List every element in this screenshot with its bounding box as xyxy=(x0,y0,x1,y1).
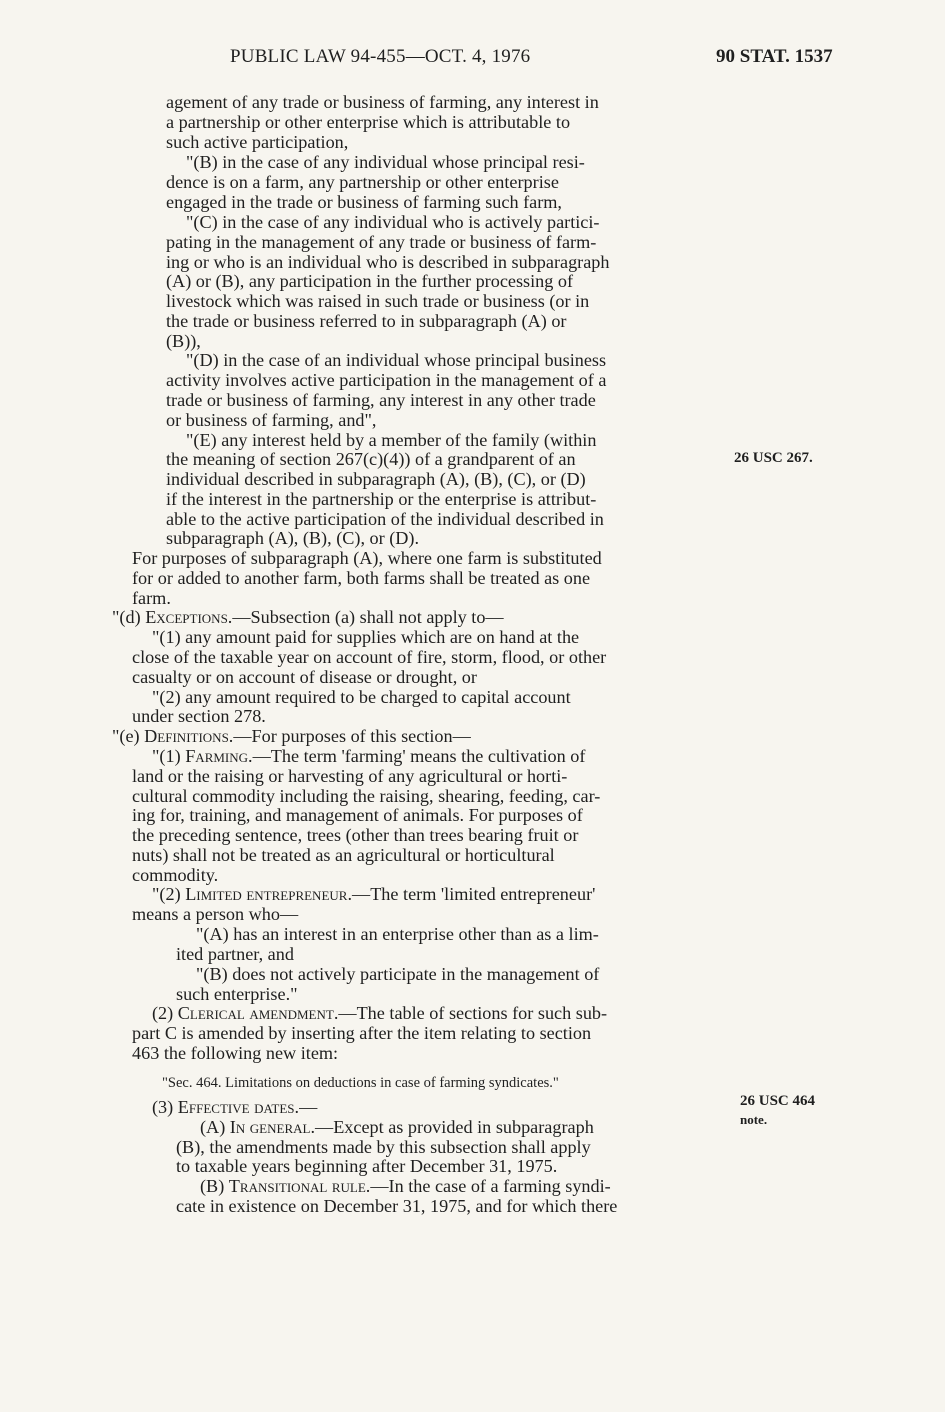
text-line: (B), the amendments made by this subsection shall apply xyxy=(176,1137,591,1157)
text-line: "(C) in the case of any individual who is actively partici- xyxy=(186,212,600,232)
text-line: "(D) in the case of an individual whose principal business xyxy=(186,350,607,370)
text-line xyxy=(152,1097,317,1117)
text-line: farm. xyxy=(132,588,171,608)
table-of-sections-item: "Sec. 464. Limitations on deductions in case of farming syndicates." xyxy=(162,1075,559,1091)
text-line xyxy=(152,884,595,904)
text-line: to taxable years beginning after December 31, 1975. xyxy=(176,1156,558,1176)
text-line: subparagraph (A), (B), (C), or (D). xyxy=(166,528,420,548)
text-line: land or the raising or harvesting of any agricultural or horti- xyxy=(132,766,568,786)
margin-note-usc-267: 26 USC 267. xyxy=(734,450,813,466)
section-heading: Transitional rule. xyxy=(228,1176,371,1196)
text-line: a partnership or other enterprise which is attributable to xyxy=(166,112,571,132)
text-fragment: —For purposes of this section— xyxy=(233,726,471,746)
text-fragment: "(d) xyxy=(112,607,146,627)
text-line: the trade or business referred to in subparagraph (A) or xyxy=(166,311,567,331)
text-fragment: "(e) xyxy=(112,726,145,746)
text-line: dence is on a farm, any partnership or other enterprise xyxy=(166,172,559,192)
text-fragment: —The table of sections for such sub- xyxy=(338,1003,608,1023)
section-heading: Exceptions. xyxy=(145,607,233,627)
text-line: if the interest in the partnership or the enterprise is attribut- xyxy=(166,489,597,509)
text-line: For purposes of subparagraph (A), where one farm is substituted xyxy=(132,548,602,568)
text-line: "(E) any interest held by a member of the family (within xyxy=(186,430,597,450)
text-line: trade or business of farming, any interest in any other trade xyxy=(166,390,596,410)
text-line: part C is amended by inserting after the item relating to section xyxy=(132,1023,592,1043)
section-heading: Farming. xyxy=(185,746,253,766)
text-line: individual described in subparagraph (A), (B), (C), or (D) xyxy=(166,469,586,489)
section-heading: Effective dates. xyxy=(177,1097,300,1117)
text-line: means a person who— xyxy=(132,904,299,924)
text-line: "(B) in the case of any individual whose principal resi- xyxy=(186,152,585,172)
text-fragment: (2) xyxy=(152,1003,178,1023)
text-line: under section 278. xyxy=(132,706,266,726)
text-fragment: —The term 'limited entrepreneur' xyxy=(352,884,596,904)
text-line: 463 the following new item: xyxy=(132,1043,339,1063)
text-line: close of the taxable year on account of fire, storm, flood, or other xyxy=(132,647,607,667)
text-fragment: (A) xyxy=(200,1117,230,1137)
text-line: ing or who is an individual who is described in subparagraph xyxy=(166,252,610,272)
margin-note-usc-464-note: note. xyxy=(740,1112,768,1127)
text-line xyxy=(152,1003,607,1023)
text-line: cate in existence on December 31, 1975, and for which there xyxy=(176,1196,618,1216)
text-line xyxy=(200,1176,611,1196)
text-line: "(2) any amount required to be charged to capital account xyxy=(152,687,571,707)
text-line: for or added to another farm, both farms shall be treated as one xyxy=(132,568,591,588)
text-line: casualty or on account of disease or drought, or xyxy=(132,667,477,687)
section-heading: Clerical amendment. xyxy=(177,1003,339,1023)
text-line: nuts) shall not be treated as an agricultural or horticultural xyxy=(132,845,555,865)
text-fragment: —Subsection (a) shall not apply to— xyxy=(232,607,504,627)
text-fragment: (3) xyxy=(152,1097,178,1117)
page-header-title: PUBLIC LAW 94-455—OCT. 4, 1976 xyxy=(230,46,531,67)
section-heading: Definitions. xyxy=(144,726,234,746)
section-heading: Limited entrepreneur. xyxy=(185,884,352,904)
text-line: able to the active participation of the individual described in xyxy=(166,509,604,529)
text-line: or business of farming, and", xyxy=(166,410,377,430)
text-fragment: — xyxy=(299,1097,318,1117)
text-fragment: (B) xyxy=(200,1176,229,1196)
text-line xyxy=(200,1117,594,1137)
text-line: (B)), xyxy=(166,331,201,351)
text-line xyxy=(112,726,471,746)
text-fragment: "(1) xyxy=(152,746,186,766)
text-line xyxy=(152,746,585,766)
text-fragment: —The term 'farming' means the cultivation of xyxy=(252,746,586,766)
text-line: such enterprise." xyxy=(176,984,298,1004)
text-line: the meaning of section 267(c)(4)) of a grandparent of an xyxy=(166,449,576,469)
text-line: ing for, training, and management of animals. For purposes of xyxy=(132,805,583,825)
text-fragment: —Except as provided in subparagraph xyxy=(315,1117,594,1137)
text-line: such active participation, xyxy=(166,132,349,152)
margin-note-usc-464: 26 USC 464 xyxy=(740,1093,816,1109)
text-fragment: "(2) xyxy=(152,884,186,904)
text-fragment: —In the case of a farming syndi- xyxy=(370,1176,611,1196)
text-line: "(A) has an interest in an enterprise other than as a lim- xyxy=(196,924,599,944)
text-line: (A) or (B), any participation in the further processing of xyxy=(166,271,574,291)
text-line: engaged in the trade or business of farming such farm, xyxy=(166,192,562,212)
section-heading: In general. xyxy=(229,1117,315,1137)
text-line: commodity. xyxy=(132,865,219,885)
text-line: livestock which was raised in such trade or business (or in xyxy=(166,291,590,311)
text-line: agement of any trade or business of farming, any interest in xyxy=(166,92,599,112)
text-line: the preceding sentence, trees (other than trees bearing fruit or xyxy=(132,825,579,845)
text-line xyxy=(112,607,504,627)
text-line: ited partner, and xyxy=(176,944,294,964)
page-header-stat: 90 STAT. 1537 xyxy=(716,46,833,67)
text-line: pating in the management of any trade or business of farm- xyxy=(166,232,597,252)
text-line: activity involves active participation in the management of a xyxy=(166,370,607,390)
text-line: cultural commodity including the raising, shearing, feeding, car- xyxy=(132,786,601,806)
text-line: "(B) does not actively participate in the management of xyxy=(196,964,600,984)
text-line: "(1) any amount paid for supplies which are on hand at the xyxy=(152,627,580,647)
